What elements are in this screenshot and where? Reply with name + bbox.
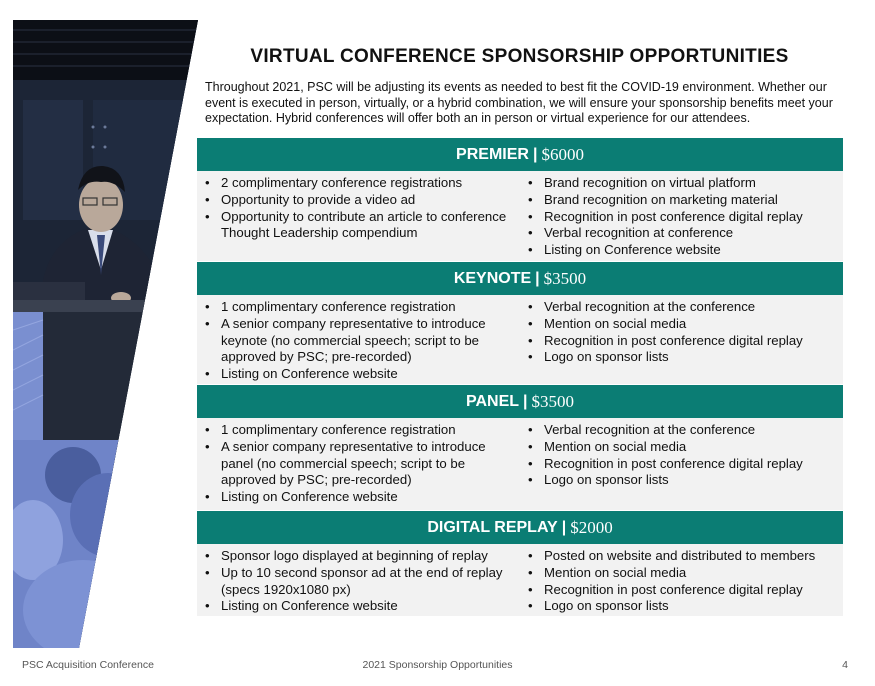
tier-separator: | <box>523 392 528 410</box>
benefits-left <box>203 299 521 383</box>
tier-name: DIGITAL REPLAY <box>427 518 558 536</box>
list-item: • Brand recognition on virtual platform <box>526 175 841 192</box>
speaker-photo <box>13 20 198 648</box>
footer-document-title: 2021 Sponsorship Opportunities <box>362 659 513 671</box>
list-item: • Logo on sponsor lists <box>526 598 841 615</box>
list-item: • Recognition in post conference digital replay <box>526 456 841 473</box>
list-item: • Logo on sponsor lists <box>526 472 841 489</box>
list-item: • Listing on Conference website <box>203 366 521 383</box>
list-item: • Mention on social media <box>526 439 841 456</box>
tier-name: PREMIER <box>456 145 529 163</box>
list-item: • Listing on Conference website <box>203 489 521 506</box>
list-item: • Sponsor logo displayed at beginning of replay <box>203 548 521 565</box>
page-number: 4 <box>842 659 848 671</box>
list-item: • Posted on website and distributed to members <box>526 548 841 565</box>
tier-separator: | <box>561 518 567 536</box>
tier-name: PANEL <box>465 392 520 410</box>
benefits-left <box>203 548 521 615</box>
list-item: • Up to 10 second sponsor ad at the end of replay (specs 1920x1080 px) <box>203 565 521 599</box>
benefits-right <box>526 299 841 366</box>
tier-separator: | <box>535 269 540 287</box>
list-item: • Listing on Conference website <box>203 598 521 615</box>
list-item: • Mention on social media <box>526 316 841 333</box>
list-item: • Verbal recognition at conference <box>526 225 841 242</box>
tier-header-digital-replay <box>197 511 843 544</box>
benefits-right <box>526 175 841 259</box>
benefits-right <box>526 422 841 489</box>
benefits-left <box>203 175 521 242</box>
list-item: • Opportunity to contribute an article to conference Thought Leadership compendium <box>203 209 521 243</box>
tier-body-digital-replay <box>197 544 843 616</box>
benefits-left <box>203 422 521 506</box>
tier-header-keynote <box>197 262 843 295</box>
list-item: • Listing on Conference website <box>526 242 841 259</box>
tier-price: $3500 <box>531 391 575 411</box>
tier-name: KEYNOTE <box>453 269 532 287</box>
tier-body-keynote <box>197 295 843 384</box>
tier-header-premier <box>197 138 843 171</box>
tier-price: $2000 <box>570 517 613 537</box>
tier-price: $6000 <box>541 144 584 164</box>
list-item: • Opportunity to provide a video ad <box>203 192 521 209</box>
list-item: • Recognition in post conference digital replay <box>526 333 841 350</box>
benefits-right <box>526 548 841 615</box>
list-item: • Verbal recognition at the conference <box>526 299 841 316</box>
tier-body-panel <box>197 418 843 510</box>
list-item: • Recognition in post conference digital replay <box>526 582 841 599</box>
list-item: • Recognition in post conference digital replay <box>526 209 841 226</box>
list-item: • 1 complimentary conference registration <box>203 299 521 316</box>
tier-body-premier <box>197 171 843 261</box>
list-item: • A senior company representative to introduce keynote (no commercial speech; script to be approved by PSC; pre-recorded) <box>203 316 521 366</box>
tier-price: $3500 <box>543 268 587 288</box>
list-item: • Brand recognition on marketing material <box>526 192 841 209</box>
page-title: VIRTUAL CONFERENCE SPONSORSHIP OPPORTUNITIES <box>250 46 789 67</box>
tier-header-panel <box>197 385 843 418</box>
list-item: • 1 complimentary conference registration <box>203 422 521 439</box>
list-item: • 2 complimentary conference registrations <box>203 175 521 192</box>
list-item: • Verbal recognition at the conference <box>526 422 841 439</box>
list-item: • Logo on sponsor lists <box>526 349 841 366</box>
footer-conference-name: PSC Acquisition Conference <box>22 659 154 671</box>
tier-separator: | <box>532 145 538 163</box>
list-item: • A senior company representative to introduce panel (no commercial speech; script to be approved by PSC; pre-recorded) <box>203 439 521 489</box>
intro-paragraph: Throughout 2021, PSC will be adjusting its events as needed to best fit the COVID-19 environment. Whether our event is executed in person, virtually, or a hybrid combination, we will ensure your sponsorship benefits meet your expectation. Hybrid conferences will offer both an in person or virtual experience for our attendees. <box>205 80 833 125</box>
list-item: • Mention on social media <box>526 565 841 582</box>
